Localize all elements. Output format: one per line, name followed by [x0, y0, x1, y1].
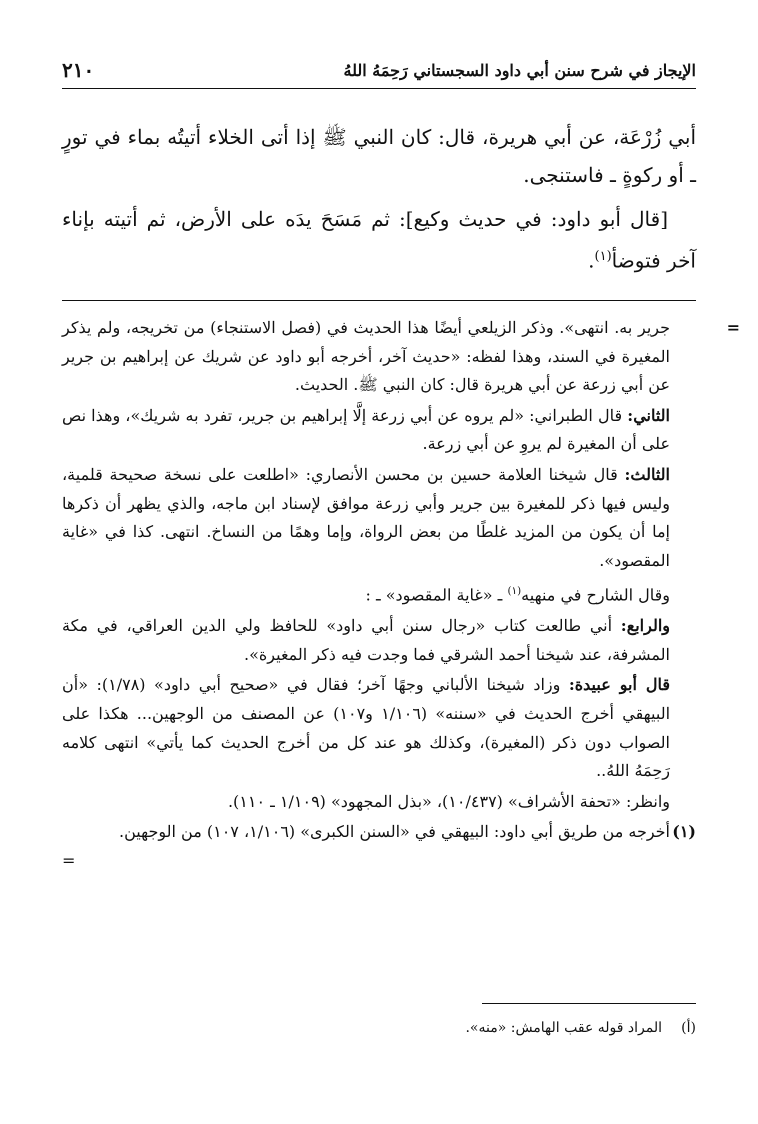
note-abu-ubaida-label: قال أبو عبيدة:	[568, 675, 671, 695]
note-second	[62, 402, 696, 459]
running-title: الإيجاز في شرح سنن أبي داود السجستاني رَحِمَهُ اللهُ	[343, 60, 696, 80]
note-continuation	[62, 314, 740, 400]
main-text	[62, 118, 696, 286]
note-fourth-label: والرابع:	[620, 616, 670, 636]
note-sharih-tail: ـ «غاية المقصود» ـ :	[365, 585, 508, 605]
footnote-1	[62, 818, 696, 875]
footnote-ref: (١)	[594, 249, 612, 264]
footnotes	[62, 314, 740, 876]
footnote-1-body	[62, 818, 670, 875]
note-continuation-text: جرير به. انتهى». وذكر الزيلعي أيضًا هذا الحديث في (فصل الاستنجاء) من تخريجه، ولم يذكر المغيرة في السند، وهذا لفظه: «حديث آخر، أخرجه أبو داود عن شريك عن إبراهيم بن جرير عن أبي زرعة عن أبي هريرة قال: كان النبي ﷺ. الحديث.	[62, 318, 670, 395]
note-sharih-text: وقال الشارح في منهيه	[521, 585, 670, 605]
continuation-mark: =	[726, 318, 740, 337]
note-fourth	[62, 612, 696, 669]
note-second-text: قال الطبراني: «لم يروه عن أبي زرعة إلَّا إبراهيم بن جرير، تفرد به شريك»، وهذا نص على أن المغيرة لم يروِ عن أبي زرعة.	[62, 405, 670, 454]
footnote-1-continuation-mark: =	[62, 851, 76, 871]
note-fourth-text: أني طالعت كتاب «رجال سنن أبي داود» للحافظ ولي الدين العراقي، في مكة المشرفة، عند شيخنا أحمد الشرقي فما وجدت فيه ذكر المغيرة».	[62, 616, 670, 664]
note-third-label: الثالث:	[624, 464, 670, 484]
page-header	[62, 52, 696, 89]
note-third-text: قال شيخنا العلامة حسين بن محسن الأنصاري: «اطلعت على نسخة صحيحة قلمية، وليس فيها ذكر للمغيرة بين جرير وأبي زرعة موافق لإسناد ابن ماجه، والذي يظهر أن ذكرها إما أن يكون من المزيد غلطًا من بعض الرواة، وإما وهمًا من النساخ. انتهى. كذا في «غاية المقصود».	[62, 464, 670, 570]
footnote-1-number: (١)	[672, 822, 696, 842]
note-abu-ubaida-text: وزاد شيخنا الألباني وجهًا آخر؛ فقال في «صحيح أبي داود» (١/٧٨): «أن البيهقي أخرج الحديث في «سننه» (١/١٠٦ و١٠٧) عن المصنف من الوجهين... هكذا على الصواب دون ذكر (المغيرة)، وكذلك هو عند كل من أخرج الحديث كما يأتي» انتهى كلامه رَحِمَهُ اللهُ..	[62, 675, 671, 781]
hadith-paragraph: أبي زُرْعَة، عن أبي هريرة، قال: كان النبي ﷺ إذا أتى الخلاء أتيتُه بماء في تورٍ ـ أو ركوةٍ ـ فاستنجى.	[62, 125, 696, 187]
footnote-separator	[62, 300, 696, 301]
subnote-separator	[482, 1003, 696, 1004]
paragraph-end: .	[588, 248, 595, 273]
page-number: ٢١٠	[62, 58, 95, 82]
footnote-1-text: أخرجه من طريق أبي داود: البيهقي في «السنن الكبرى» (١/١٠٦، ١٠٧) من الوجهين.	[119, 822, 670, 842]
note-second-label: الثاني:	[627, 405, 670, 425]
note-see-also: وانظر: «تحفة الأشراف» (١٠/٤٣٧)، «بذل المجهود» (١/١٠٩ ـ ١١٠).	[227, 791, 670, 811]
note-abu-ubaida	[62, 671, 696, 785]
subnote-number: (أ)	[681, 1020, 696, 1036]
abu-dawud-note-text: [قال أبو داود: في حديث وكيع]: ثم مَسَحَ يدَه على الأرض، ثم أتيته بإناء آخر فتوضأ	[62, 207, 696, 273]
note-sharih	[62, 577, 696, 610]
subnote	[62, 1016, 696, 1040]
subnote-text: المراد قوله عقب الهامش: «منه».	[465, 1020, 662, 1036]
abu-dawud-note-paragraph	[62, 200, 696, 280]
note-third	[62, 461, 696, 575]
subnote-ref: (١)	[507, 585, 522, 598]
